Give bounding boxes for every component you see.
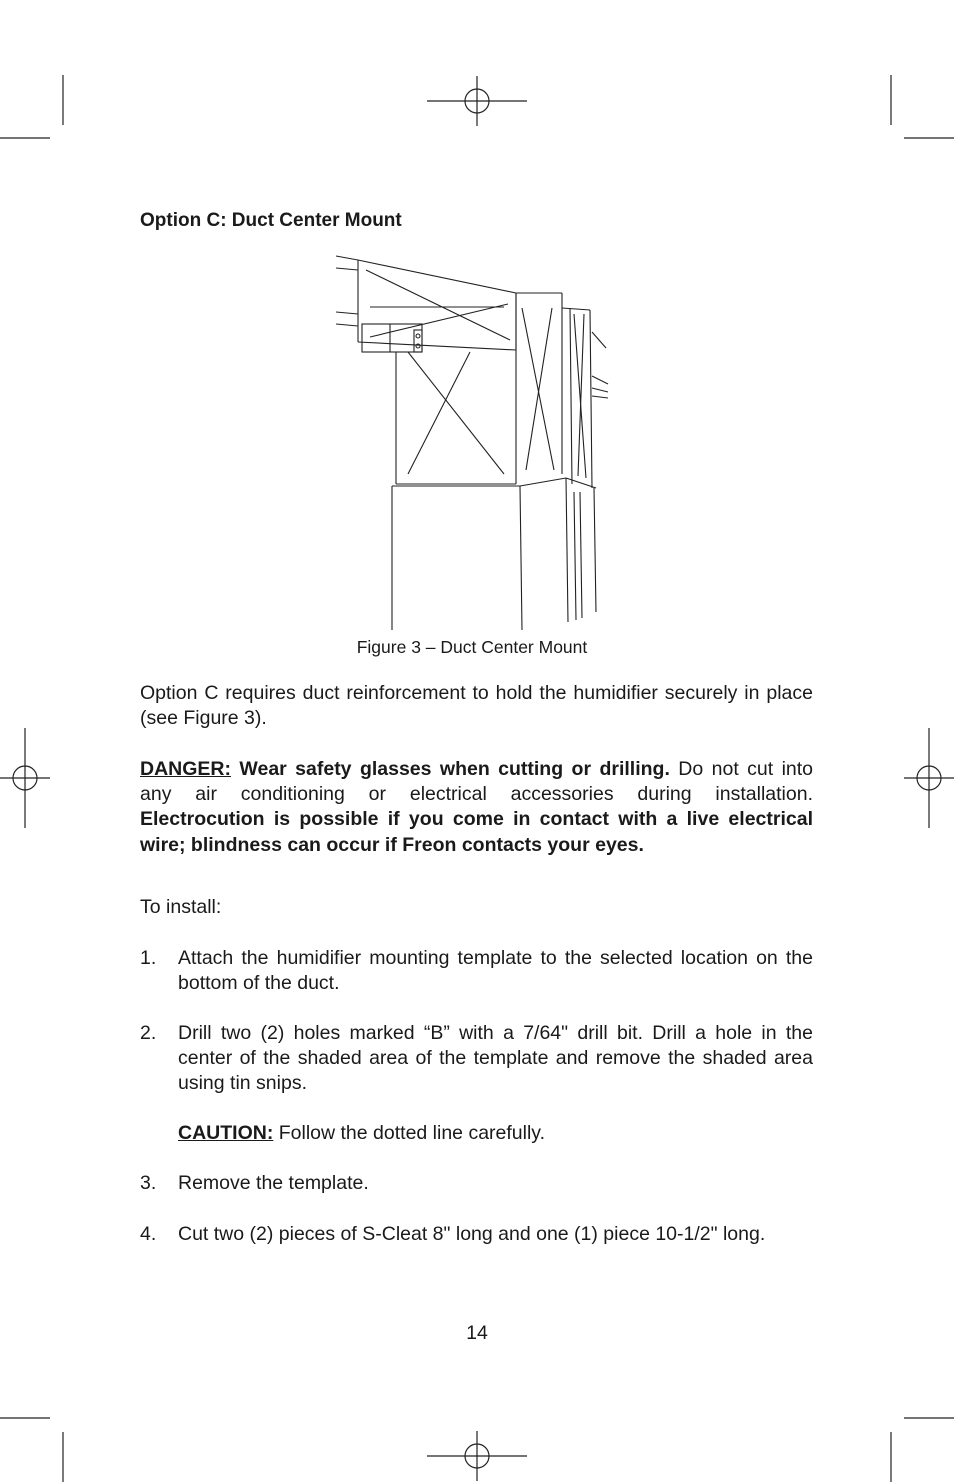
to-install-label: To install: (140, 896, 222, 918)
step-1 (140, 946, 813, 996)
step-number: 1. (140, 947, 157, 969)
step-number: 2. (140, 1022, 157, 1044)
danger-note: Do not cut into any air conditioning or electrical accessories during installation. (140, 758, 814, 806)
caution-note (178, 1121, 545, 1146)
step-number: 4. (140, 1223, 157, 1245)
step-text: Attach the humidifier mounting template to the selected location on the bottom of the duct. (178, 947, 813, 995)
duct-center-mount-illustration (330, 252, 620, 634)
danger-label: DANGER: (140, 758, 231, 780)
step-text: Remove the template. (178, 1172, 369, 1194)
danger-paragraph (140, 757, 813, 858)
step-3 (140, 1171, 813, 1196)
step-2 (140, 1021, 813, 1097)
section-heading: Option C: Duct Center Mount (140, 210, 402, 231)
step-text: Drill two (2) holes marked “B” with a 7/64" drill bit. Drill a hole in the center of the shaded area of the template and remove the shaded area using tin snips. (178, 1022, 813, 1095)
caution-label: CAUTION: (178, 1122, 274, 1144)
danger-warning: Wear safety glasses when cutting or drilling. (239, 758, 670, 780)
step-4 (140, 1222, 813, 1247)
intro-paragraph: Option C requires duct reinforcement to hold the humidifier securely in place (see Figure 3). (140, 682, 813, 730)
danger-electrocution: Electrocution is possible if you come in contact with a live electrical wire; blindness can occur if Freon contacts your eyes. (140, 808, 813, 856)
figure-caption: Figure 3 – Duct Center Mount (356, 637, 588, 657)
page-number: 14 (466, 1322, 488, 1344)
step-text: Cut two (2) pieces of S-Cleat 8" long and one (1) piece 10-1/2" long. (178, 1223, 766, 1245)
caution-text: Follow the dotted line carefully. (278, 1122, 546, 1144)
step-number: 3. (140, 1172, 157, 1194)
